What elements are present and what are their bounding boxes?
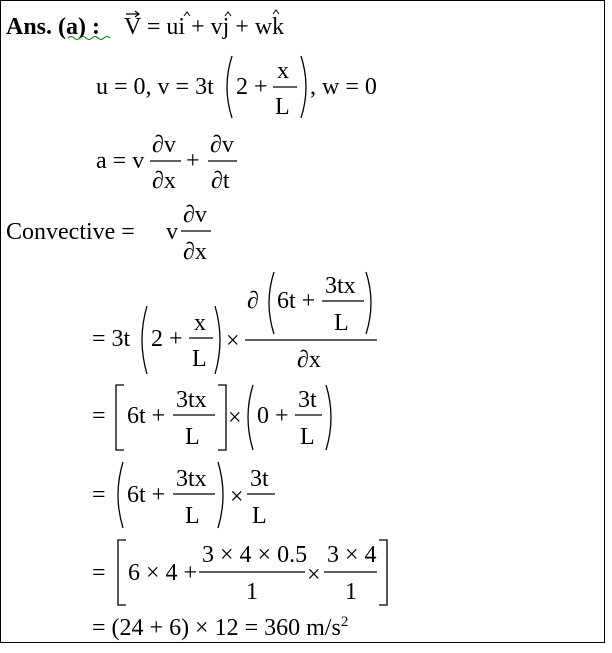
step3-eq: = bbox=[92, 482, 106, 508]
step3-num2: 3t bbox=[250, 466, 269, 492]
paren-right bbox=[215, 306, 220, 374]
step4-eq: = bbox=[92, 560, 106, 586]
line2-den2: ∂t bbox=[211, 168, 230, 194]
bracket-left bbox=[118, 540, 126, 605]
line2-num1: ∂v bbox=[152, 132, 176, 158]
paren-left bbox=[248, 385, 253, 450]
line1-inner: 2 + bbox=[236, 74, 268, 100]
paren-left bbox=[269, 272, 274, 334]
step2-den2: L bbox=[300, 424, 315, 450]
velocity-equation: V = ui + vj + wk bbox=[124, 14, 285, 40]
line1-rhs: , w = 0 bbox=[310, 74, 377, 100]
line3-den: ∂x bbox=[183, 239, 207, 265]
bracket-right bbox=[379, 540, 387, 605]
step1-partial: ∂ bbox=[247, 288, 259, 314]
paren-left bbox=[118, 462, 123, 528]
step2-inner: 6t + bbox=[127, 403, 166, 429]
line3-num: ∂v bbox=[183, 202, 207, 228]
bracket-left bbox=[116, 385, 124, 450]
line2-num2: ∂v bbox=[210, 132, 234, 158]
line2-den1: ∂x bbox=[152, 168, 176, 194]
step1-den2: L bbox=[334, 310, 349, 336]
step1-den: L bbox=[192, 346, 207, 372]
line2-plus: + bbox=[186, 148, 200, 174]
step3-den2: L bbox=[252, 503, 267, 529]
step1-num2: 3tx bbox=[325, 273, 356, 299]
step2-times: × bbox=[228, 405, 242, 431]
step4-den2: 1 bbox=[345, 579, 357, 605]
step3-inner: 6t + bbox=[127, 482, 166, 508]
line1-den: L bbox=[275, 94, 290, 120]
step1-den-big: ∂x bbox=[297, 347, 321, 373]
step4-num: 3 × 4 × 0.5 bbox=[202, 542, 308, 568]
paren-right bbox=[366, 272, 371, 334]
step3-times: × bbox=[230, 484, 244, 510]
answer-label: Ans. (a) : bbox=[6, 14, 100, 40]
paren-left bbox=[227, 56, 232, 118]
bracket-right bbox=[218, 385, 226, 450]
paren-right bbox=[218, 462, 223, 528]
paren-right bbox=[326, 385, 331, 450]
step4-inner: 6 × 4 + bbox=[128, 560, 198, 586]
paren-right bbox=[301, 56, 306, 118]
step1-inner2: 6t + bbox=[277, 288, 316, 314]
convective-label: Convective = bbox=[6, 219, 135, 245]
step1-lhs: = 3t bbox=[92, 326, 131, 352]
line1-lhs: u = 0, v = 3t bbox=[96, 74, 214, 100]
step2-num2: 3t bbox=[298, 387, 317, 413]
step2-num: 3tx bbox=[176, 387, 207, 413]
step2-inner2: 0 + bbox=[257, 403, 289, 429]
step2-eq: = bbox=[92, 403, 106, 429]
step4-den: 1 bbox=[246, 579, 258, 605]
step1-times: × bbox=[226, 328, 240, 354]
step3-num: 3tx bbox=[176, 466, 207, 492]
step2-den: L bbox=[185, 424, 200, 450]
line1-num: x bbox=[277, 58, 289, 84]
final-result: = (24 + 6) × 12 = 360 $m/s^2$ bbox=[92, 614, 349, 641]
line2-lhs: a = v bbox=[96, 148, 145, 174]
step4-num2: 3 × 4 bbox=[327, 542, 377, 568]
step1-inner: 2 + bbox=[151, 326, 183, 352]
line3-v: v bbox=[166, 219, 178, 245]
step1-num: x bbox=[194, 310, 206, 336]
step3-den: L bbox=[185, 503, 200, 529]
step4-times: × bbox=[307, 562, 321, 588]
paren-left bbox=[142, 306, 147, 374]
